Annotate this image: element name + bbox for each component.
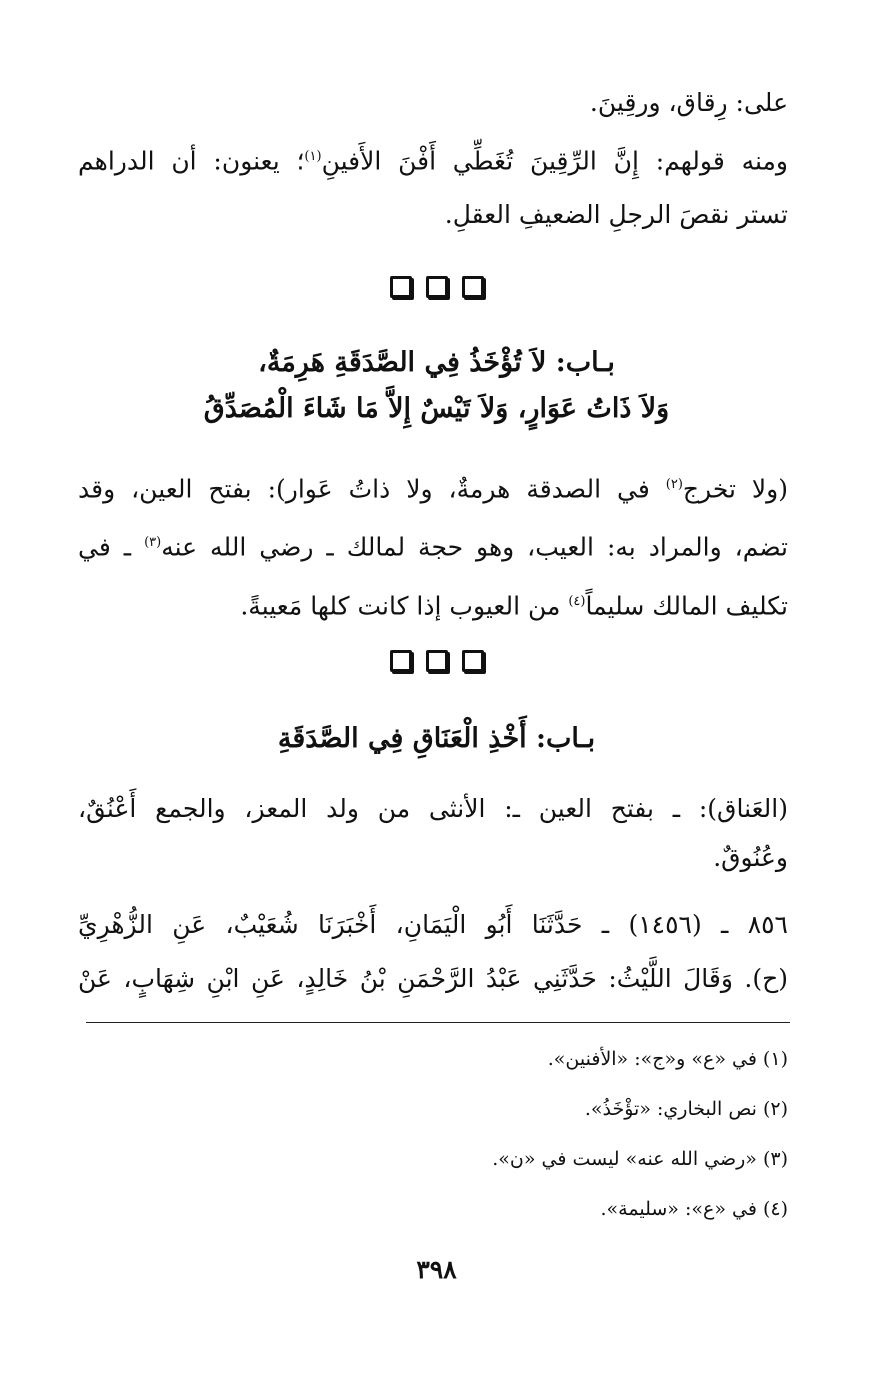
square-ornament-icon — [426, 650, 448, 672]
text-line: وعُنُوقٌ. — [713, 843, 788, 872]
text-line: ومنه قولهم: إِنَّ الرِّقِينَ تُغَطِّي أَفْنَ الأَفينِ$^{(١)}$؛ يعنون: أن الدراهم — [78, 146, 788, 176]
bab-label: بـاب: — [555, 347, 615, 378]
footnote: (١) في «ع» و«ج»: «الأفنين». — [547, 1048, 788, 1070]
text-line: على: رِقاق، ورقِينَ. — [589, 88, 788, 117]
text-line: (ولا تخرج$^{(٢)}$ في الصدقة هرمةٌ، ولا ذاتُ عَوار): بفتح العين، وقد — [78, 474, 788, 504]
footnote-ref: (٢) — [665, 477, 683, 492]
square-ornament-icon — [462, 276, 484, 298]
text-line: (ح). وَقَالَ اللَّيْثُ: حَدَّثَنِي عَبْدُ الرَّحْمَنِ بْنُ خَالِدٍ، عَنِ ابْنِ شِهَابٍ، عَنْ — [78, 964, 788, 993]
footnotes — [78, 1034, 788, 1234]
text-line: ٨٥٦ ـ (١٤٥٦) ـ حَدَّثَنَا أَبُو الْيَمَانِ، أَخْبَرَنَا شُعَيْبٌ، عَنِ الزُّهْرِيِّ — [78, 910, 788, 939]
section-separator — [0, 276, 873, 298]
square-ornament-icon — [390, 276, 412, 298]
square-ornament-icon — [390, 650, 412, 672]
text-line: تضم، والمراد به: العيب، وهو حجة لمالك ـ رضي الله عنه$^{(٣)}$ ـ في — [78, 532, 788, 562]
footnote: (٤) في «ع»: «سليمة». — [600, 1198, 788, 1220]
footnote: (٣) «رضي الله عنه» ليست في «ن». — [492, 1148, 788, 1170]
text-line: (العَناق): ـ بفتح العين ـ: الأنثى من ولد المعز، والجمع أَعْنُقٌ، — [78, 794, 788, 823]
text-line: تستر نقصَ الرجلِ الضعيفِ العقلِ. — [444, 200, 788, 230]
paragraph — [78, 782, 788, 880]
footnote-ref: (٤) — [568, 593, 586, 609]
bab-label: بـاب: — [536, 723, 596, 754]
text-line: تكليف المالك سليماً$^{(٤)}$ من العيوب إذا كانت كلها مَعيبةً. — [240, 590, 788, 620]
square-ornament-icon — [462, 650, 484, 672]
footnote: (٢) نص البخاري: «تؤْخَذُ». — [584, 1098, 788, 1120]
footnote-ref: (٣) — [144, 535, 162, 551]
square-ornament-icon — [426, 276, 448, 298]
paragraph — [78, 130, 788, 242]
section-separator — [0, 650, 873, 672]
footnote-ref: (١) — [304, 149, 322, 164]
chapter-heading: بـاب: أَخْذِ الْعَنَاقِ فِي الصَّدَقَةِ — [277, 723, 596, 754]
hadith-paragraph — [78, 898, 788, 1006]
chapter-heading: بـاب: لاَ تُؤْخَذُ فِي الصَّدَقَةِ هَرِمَةٌ، وَلاَ ذَاتُ عَوَارٍ، وَلاَ تَيْسٌ إِلاَّ مَا شَاءَ الْمُصَدِّقُ — [203, 347, 670, 424]
page-number: ٣٩٨ — [416, 1255, 457, 1284]
footnote-divider — [86, 1022, 790, 1023]
paragraph — [78, 458, 788, 633]
